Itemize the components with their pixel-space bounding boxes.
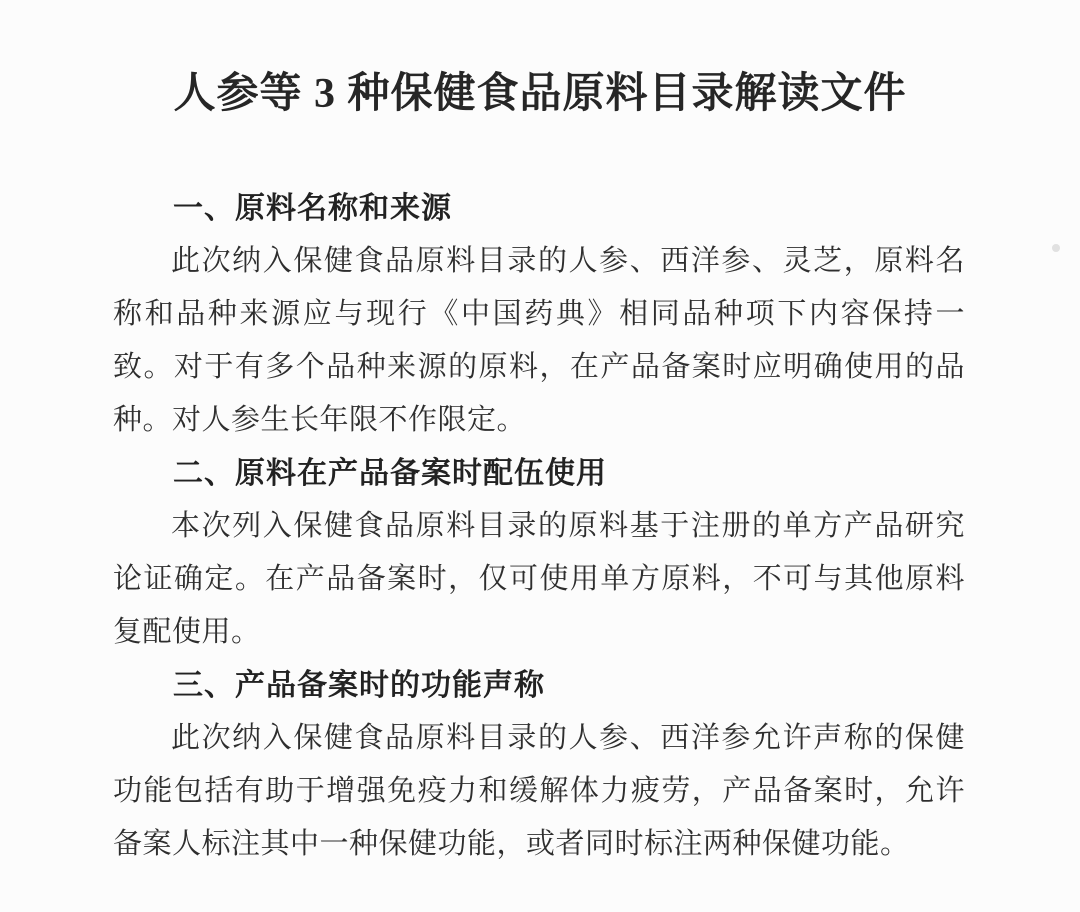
section-heading: 一、原料名称和来源 bbox=[173, 192, 452, 225]
section-heading: 三、产品备案时的功能声称 bbox=[173, 669, 545, 702]
section-paragraph: 此次纳入保健食品原料目录的人参、西洋参允许声称的保健功能包括有助于增强免疫力和缓解体力疲劳，产品备案时，允许备案人标注其中一种保健功能，或者同时标注两种保健功能。 bbox=[113, 722, 965, 860]
section-heading: 二、原料在产品备案时配伍使用 bbox=[173, 457, 607, 490]
section-paragraph: 此次纳入保健食品原料目录的人参、西洋参、灵芝，原料名称和品种来源应与现行《中国药典》相同品种项下内容保持一致。对于有多个品种来源的原料，在产品备案时应明确使用的品种。对人参生长年限不作限定。 bbox=[113, 245, 965, 436]
document-content bbox=[113, 182, 965, 871]
section-paragraph: 本次列入保健食品原料目录的原料基于注册的单方产品研究论证确定。在产品备案时，仅可使用单方原料，不可与其他原料复配使用。 bbox=[113, 510, 965, 648]
scan-artifact-dot bbox=[1052, 244, 1060, 252]
document-title: 人参等 3 种保健食品原料目录解读文件 bbox=[173, 71, 907, 117]
